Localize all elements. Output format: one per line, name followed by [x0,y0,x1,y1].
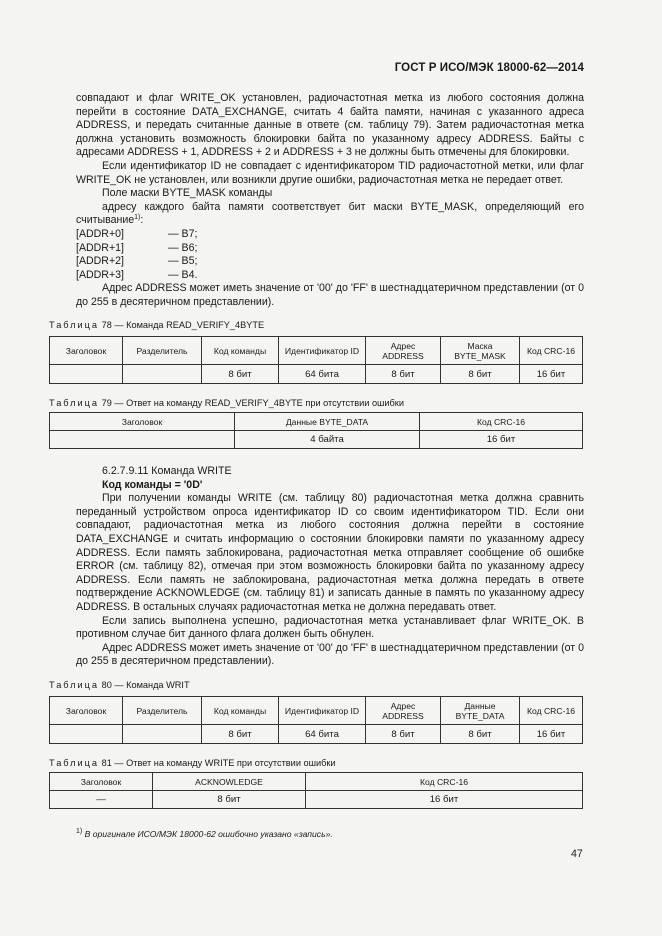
header-cell: ACKNOWLEDGE [153,773,306,791]
table-header-row [50,773,583,791]
table-header-row [50,413,583,431]
footnote-text: В оригинале ИСО/МЭК 18000-62 ошибочно указано «запись». [84,829,333,839]
paragraph: Если запись выполнена успешно, радиочастотная метка устанавливает флаг WRITE_OK. В противном случае бит данного флага должен быть обнулен. [76,614,584,641]
table-header-row [50,697,583,725]
paragraph: При получении команды WRITE (см. таблицу 80) радиочастотная метка должна сравнить переданный устройством опроса идентификатор ID со своим идентификатором TID. Если они совпадают, радиочастотная метка из любого состояния должна перейти в состояние DATA_EXCHANGE и считать информацию о состоянии блокировки памяти по указанному адресу ADDRESS. Если память заблокирована, радиочастотная метка отправляет сообщение об ошибке ERROR (см. таблицу 82), отмечая при этом возможность блокировки байта по указанному адресу ADDRESS. Если память не заблокирована, радиочастотная метка должна передать в ответе подтверждение ACKNOWLEDGE (см. таблицу 81) и записать данные в память по указанному адресу ADDRESS. В остальных случаях радиочастотная метка не должна передавать ответ. [76,492,584,613]
table-caption-prefix: Таблица [49,758,100,768]
table-cell [50,431,235,449]
header-cell: Идентификатор ID [279,337,366,365]
header-cell: Заголовок [50,337,123,365]
table-caption-prefix: Таблица [49,680,100,690]
header-cell: Данные BYTE_DATA [441,697,520,725]
address: [ADDR+0] [76,227,124,240]
table-cell: 16 бит [420,431,583,449]
table-caption-text: 81 — Ответ на команду WRITE при отсутствии ошибки [101,758,336,768]
header-cell: Заголовок [50,413,235,431]
bit: — B4. [168,268,198,281]
section-heading: 6.2.7.9.11 Команда WRITE [102,465,232,477]
table [49,772,583,809]
bit: — B6; [168,241,198,254]
address-row [76,255,584,269]
table-header-row [50,337,583,365]
table-caption [49,758,583,768]
table-cell: 8 бит [441,365,520,384]
header-cell: Разделитель [123,337,202,365]
paragraph-tail: : [140,214,144,227]
table-cell: 8 бит [366,725,441,744]
table-79 [49,398,583,449]
header-cell: Адрес ADDRESS [366,697,441,725]
body-text [76,92,584,310]
footnote [76,829,333,839]
paragraph: совпадают и флаг WRITE_OK установлен, радиочастотная метка из любого состояния должна перейти в состояние DATA_EXCHANGE, считать 4 байта памяти, начиная с указанного адреса ADDRESS, и передать считанные данные в ответе (см. таблицу 79). Затем радиочастотная метка должна установить возможность блокировки байта по указанному адресу ADDRESS. Байты с адресами ADDRESS + 1, ADDRESS + 2 и ADDRESS + 3 не должны быть отмечены для блокировки. [76,92,584,159]
paragraph: Адрес ADDRESS может иметь значение от '00' до 'FF' в шестнадцатеричном представлении (от 0 до 255 в десятеричном представлении). [76,641,584,668]
paragraph: Поле маски BYTE_MASK команды [102,187,273,200]
table-cell [50,365,123,384]
header-cell: Код CRC-16 [420,413,583,431]
table-cell: 16 бит [306,791,583,809]
table-cell: 64 бита [279,725,366,744]
footnote-ref: 1) [134,214,141,222]
table-cell: 8 бит [441,725,520,744]
table-caption [49,398,583,408]
paragraph-text: адресу каждого байта памяти соответствует бит маски BYTE_MASK, определяющий его считывание [76,200,584,227]
footnote-mark: 1) [76,828,83,835]
table-row [50,725,583,744]
address-row [76,228,584,242]
table-cell [123,725,202,744]
header-cell: Код CRC-16 [520,337,583,365]
table [49,412,583,449]
header-cell: Данные BYTE_DATA [235,413,420,431]
header-cell: Заголовок [50,773,153,791]
table-caption-prefix: Таблица [49,398,100,408]
table-cell: — [50,791,153,809]
table-caption-text: 78 — Команда READ_VERIFY_4BYTE [101,320,265,330]
header-cell: Заголовок [50,697,123,725]
address: [ADDR+2] [76,255,124,268]
header-cell: Код команды [202,697,279,725]
table-caption [49,320,583,330]
table-cell: 16 бит [520,365,583,384]
header-cell: Разделитель [123,697,202,725]
header-cell: Код CRC-16 [520,697,583,725]
header-cell: Код CRC-16 [306,773,583,791]
table-cell [50,725,123,744]
table-81 [49,758,583,809]
address: [ADDR+3] [76,268,124,281]
table-cell: 8 бит [366,365,441,384]
table-cell: 8 бит [202,365,279,384]
table-80 [49,680,583,744]
table-row [50,431,583,449]
table-caption-text: 79 — Ответ на команду READ_VERIFY_4BYTE при отсутствии ошибки [101,398,404,408]
header-cell: Маска BYTE_MASK [441,337,520,365]
table-row [50,791,583,809]
header-cell: Адрес ADDRESS [366,337,441,365]
header-cell: Идентификатор ID [279,697,366,725]
table-caption [49,680,583,690]
standard-header: ГОСТ Р ИСО/МЭК 18000-62—2014 [394,62,584,74]
bit: — B7; [168,227,198,240]
address-row [76,269,584,283]
command-code: Код команды = '0D' [102,478,203,491]
table-78 [49,320,583,384]
header-cell: Код команды [202,337,279,365]
table [49,696,583,744]
table-cell [123,365,202,384]
table-cell: 16 бит [520,725,583,744]
paragraph [76,201,584,228]
address-bit-map [76,228,584,282]
bit: — B5; [168,255,198,268]
page-number: 47 [571,848,583,860]
address-row [76,242,584,256]
table-cell: 4 байта [235,431,420,449]
table-caption-prefix: Таблица [49,320,100,330]
table-caption-text: 80 — Команда WRIT [101,680,190,690]
address: [ADDR+1] [76,241,124,254]
table-cell: 8 бит [202,725,279,744]
paragraph: Адрес ADDRESS может иметь значение от '00' до 'FF' в шестнадцатеричном представлении (от 0 до 255 в десятеричном представлении). [76,282,584,308]
table-cell: 64 бита [279,365,366,384]
table [49,336,583,384]
section-write [76,465,584,669]
table-row [50,365,583,384]
paragraph: Если идентификатор ID не совпадает с идентификатором TID радиочастотной метки, или флаг WRITE_OK не установлен, или возникли другие ошибки, радиочастотная метка не передает ответ. [76,159,584,186]
table-cell: 8 бит [153,791,306,809]
